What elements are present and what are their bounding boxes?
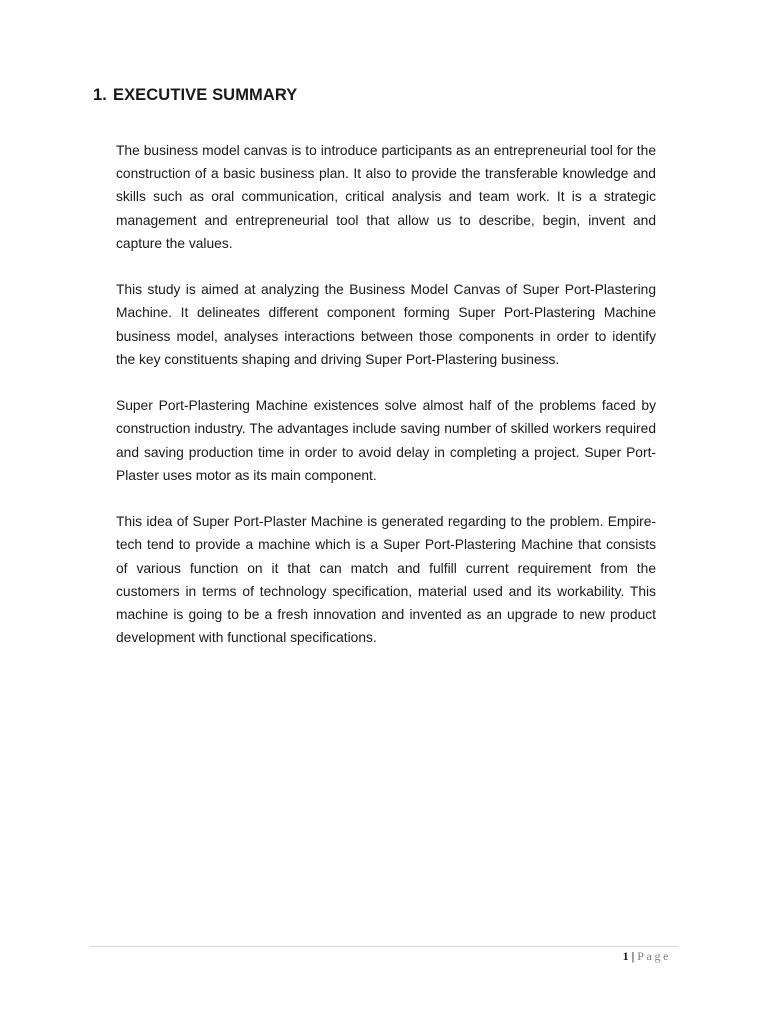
section-number: 1.: [93, 86, 107, 104]
section-title: EXECUTIVE SUMMARY: [112, 86, 298, 104]
page-separator: |: [631, 949, 635, 963]
paragraph: This idea of Super Port-Plaster Machine is generated regarding to the problem. Empire-tech tend to provide a machine which is a Super Port-Plastering Machine that consists of various function on it that can match and fulfill current requirement from the customers in terms of technology specification, material used and its workability. This machine is going to be a fresh innovation and invented as an upgrade to new product development with functional specifications.: [116, 514, 656, 646]
document-body: [116, 139, 656, 673]
footer-divider: [90, 946, 678, 947]
page-label: Page: [637, 949, 671, 963]
paragraph: Super Port-Plastering Machine existences solve almost half of the problems faced by construction industry. The advantages include saving number of skilled workers required and saving production time in order to avoid delay in completing a project. Super Port-Plaster uses motor as its main component.: [116, 398, 656, 483]
page-footer: [623, 947, 671, 965]
page-number: 1: [622, 949, 629, 963]
paragraph: This study is aimed at analyzing the Business Model Canvas of Super Port-Plastering Machine. It delineates different component forming Super Port-Plastering Machine business model, analyses interactions between those components in order to identify the key constituents shaping and driving Super Port-Plastering business.: [116, 282, 656, 367]
paragraph: The business model canvas is to introduce participants as an entrepreneurial tool for the construction of a basic business plan. It also to provide the transferable knowledge and skills such as oral communication, critical analysis and team work. It is a strategic management and entrepreneurial tool that allow us to describe, begin, invent and capture the values.: [116, 143, 656, 251]
section-heading: [93, 86, 297, 105]
